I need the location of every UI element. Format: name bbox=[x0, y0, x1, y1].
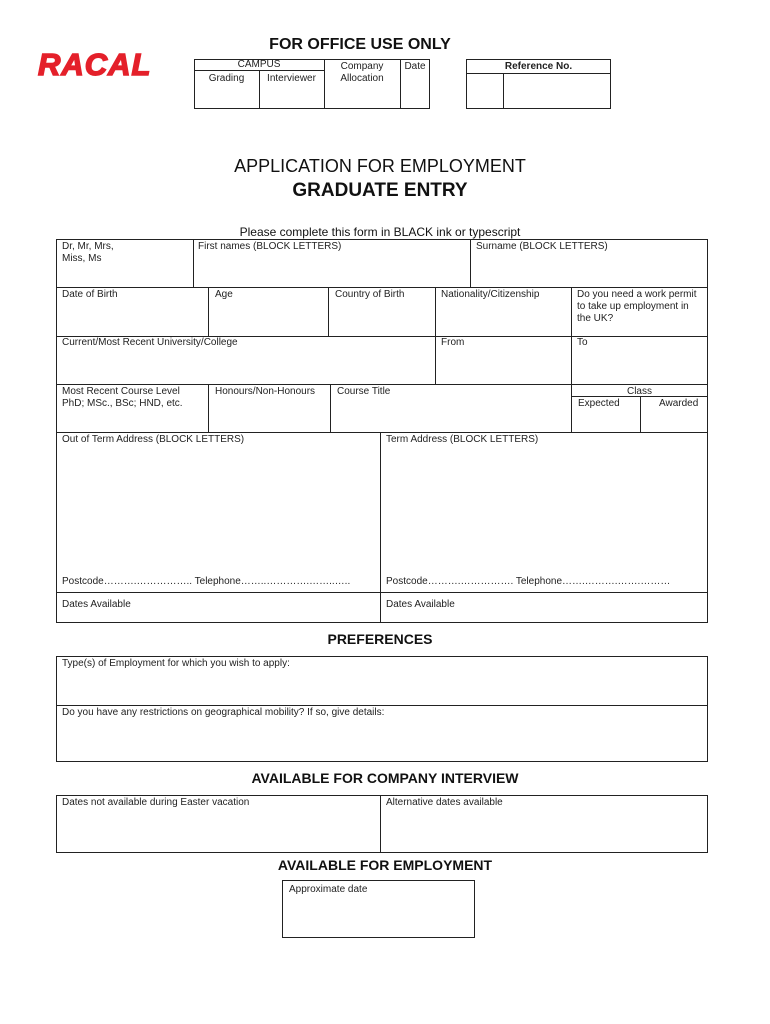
from-field[interactable]: From bbox=[441, 337, 465, 348]
office-use-title: FOR OFFICE USE ONLY bbox=[269, 36, 451, 53]
out-term-address-field[interactable]: Out of Term Address (BLOCK LETTERS) bbox=[62, 434, 245, 445]
graduate-entry-title: GRADUATE ENTRY bbox=[292, 180, 468, 201]
date-label: Date bbox=[404, 61, 426, 72]
nationality-field[interactable]: Nationality/Citizenship bbox=[441, 289, 540, 300]
course-title-field[interactable]: Course Title bbox=[337, 386, 391, 397]
dates-available-left[interactable]: Dates Available bbox=[62, 599, 131, 610]
permit-label-2: to take up employment in bbox=[577, 301, 689, 312]
alternative-dates-field[interactable]: Alternative dates available bbox=[386, 797, 503, 808]
company-allocation-label-2: Allocation bbox=[340, 73, 384, 84]
permit-label-1[interactable]: Do you need a work permit bbox=[577, 289, 697, 300]
course-level-label-1[interactable]: Most Recent Course Level bbox=[62, 386, 180, 397]
employment-types-field[interactable]: Type(s) of Employment for which you wish to apply: bbox=[62, 658, 290, 669]
term-address-field[interactable]: Term Address (BLOCK LETTERS) bbox=[386, 434, 539, 445]
racal-logo bbox=[36, 46, 170, 85]
racal-logo-text: RACAL bbox=[38, 47, 152, 80]
age-field[interactable]: Age bbox=[215, 289, 233, 300]
university-field[interactable]: Current/Most Recent University/College bbox=[62, 337, 238, 348]
awarded-field[interactable]: Awarded bbox=[659, 398, 699, 409]
surname-field[interactable]: Surname (BLOCK LETTERS) bbox=[476, 241, 608, 252]
racal-logo-graphic bbox=[36, 46, 170, 80]
course-level-label-2: PhD; MSc., BSc; HND, etc. bbox=[62, 398, 183, 409]
postcode-telephone-left[interactable]: Postcode……….…………….. Telephone……..………….……..….. bbox=[62, 576, 351, 587]
permit-label-3: the UK? bbox=[577, 313, 614, 324]
instruction-text: Please complete this form in BLACK ink or typescript bbox=[239, 225, 521, 239]
salutation-label-1: Dr, Mr, Mrs, bbox=[62, 241, 114, 252]
approximate-date-field[interactable]: Approximate date bbox=[289, 884, 368, 895]
honours-field[interactable]: Honours/Non-Honours bbox=[215, 386, 316, 397]
dates-available-right[interactable]: Dates Available bbox=[386, 599, 455, 610]
grading-label: Grading bbox=[208, 73, 245, 84]
first-names-field[interactable]: First names (BLOCK LETTERS) bbox=[198, 241, 342, 252]
reference-label: Reference No. bbox=[504, 61, 573, 72]
to-field[interactable]: To bbox=[577, 337, 588, 348]
employment-title: AVAILABLE FOR EMPLOYMENT bbox=[277, 857, 493, 873]
country-field[interactable]: Country of Birth bbox=[335, 289, 405, 300]
dob-field[interactable]: Date of Birth bbox=[62, 289, 118, 300]
campus-label: CAMPUS bbox=[237, 59, 281, 70]
company-allocation-label-1: Company bbox=[340, 61, 384, 72]
class-label: Class bbox=[626, 386, 652, 397]
expected-field[interactable]: Expected bbox=[578, 398, 620, 409]
mobility-field[interactable]: Do you have any restrictions on geographical mobility? If so, give details: bbox=[62, 707, 385, 718]
dates-not-available-field[interactable]: Dates not available during Easter vacation bbox=[62, 797, 250, 808]
preferences-title: PREFERENCES bbox=[327, 631, 433, 647]
interview-title: AVAILABLE FOR COMPANY INTERVIEW bbox=[251, 770, 519, 786]
postcode-telephone-right[interactable]: Postcode……….……………. Telephone…….……….…….……… bbox=[386, 576, 671, 587]
interviewer-label: Interviewer bbox=[267, 73, 316, 84]
application-title: APPLICATION FOR EMPLOYMENT bbox=[234, 156, 526, 176]
salutation-label-2: Miss, Ms bbox=[62, 253, 102, 264]
